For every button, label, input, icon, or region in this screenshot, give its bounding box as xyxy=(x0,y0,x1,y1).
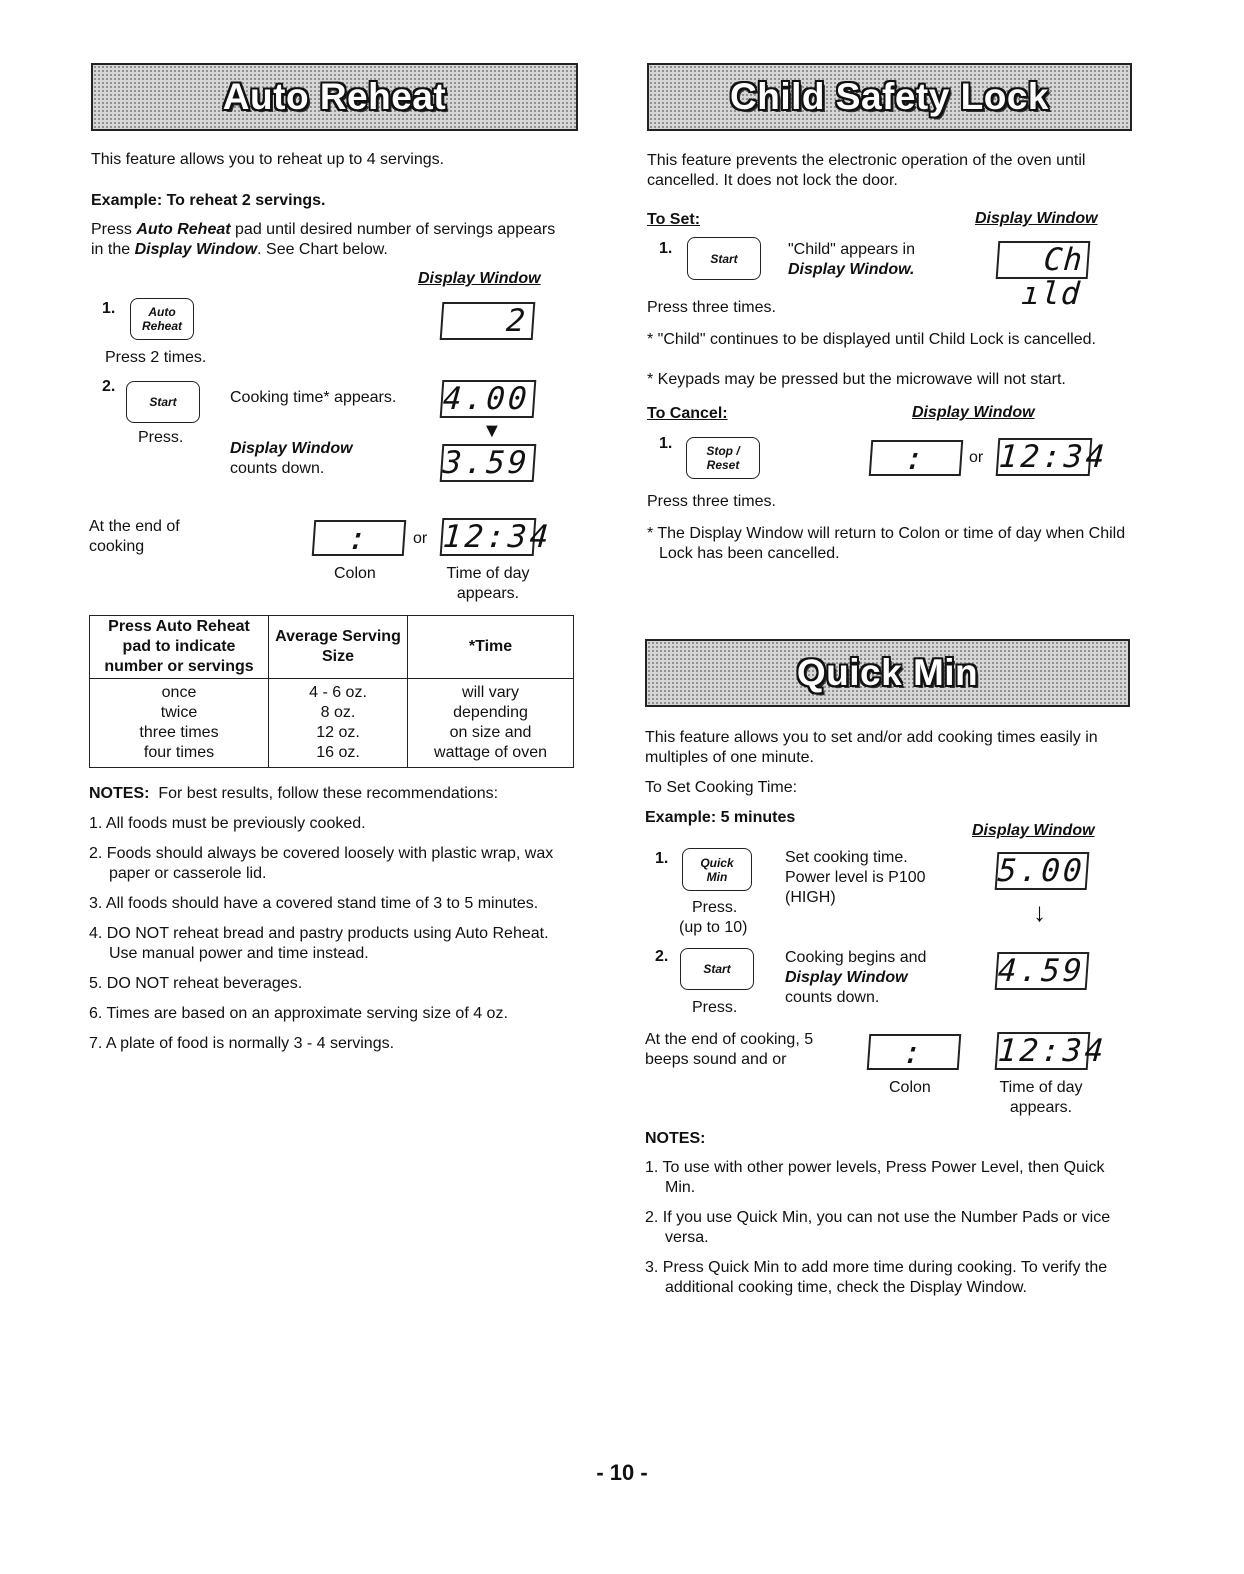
list-item: 6. Times are based on an approximate serving size of 4 oz. xyxy=(89,1005,508,1022)
child-lock-bullet2: * Keypads may be pressed but the microwave will not start. xyxy=(647,371,1066,388)
auto-reheat-notes-intro: NOTES: For best results, follow these recommendations: xyxy=(89,785,499,802)
quick-min-display-set: 5.00 xyxy=(995,852,1090,890)
quick-min-pad[interactable]: Quick Min xyxy=(682,848,752,891)
quick-min-step2-number: 2. xyxy=(655,948,669,965)
auto-reheat-intro: This feature allows you to reheat up to 4 servings. xyxy=(91,151,445,168)
child-lock-cancel-number: 1. xyxy=(659,435,673,452)
quick-min-example: Example: 5 minutes xyxy=(645,809,796,826)
quick-min-step1-number: 1. xyxy=(655,850,669,867)
table-cell: four times xyxy=(143,744,215,761)
auto-reheat-step2-text: Press. xyxy=(138,429,184,446)
chart-header-servings: Press Auto Reheat pad to indicate number or servings xyxy=(90,616,269,679)
quick-min-step1-upto: (up to 10) xyxy=(679,919,748,936)
quick-min-end-label: At the end of cooking, 5 beeps sound and or xyxy=(645,1031,814,1068)
page-number: - 10 - xyxy=(596,1460,648,1485)
list-item: 3. Press Quick Min to add more time during cooking. To verify the additional cooking time, check the Display Window. xyxy=(645,1259,1108,1296)
down-arrow-icon: ↓ xyxy=(1033,897,1046,927)
auto-reheat-countdown-dw: Display Window xyxy=(230,440,353,457)
chart-body-row xyxy=(90,679,574,768)
child-lock-set-desc2: Display Window. xyxy=(788,261,915,278)
child-lock-set-desc1: "Child" appears in xyxy=(788,241,915,258)
quick-min-notes-label: NOTES: xyxy=(645,1130,706,1147)
table-cell: once xyxy=(161,684,197,701)
table-cell: 4 - 6 oz. xyxy=(309,684,367,701)
auto-reheat-pad[interactable]: Auto Reheat xyxy=(130,298,194,340)
child-lock-display-window-label: Display Window xyxy=(975,210,1098,227)
auto-reheat-chart xyxy=(89,615,574,768)
auto-reheat-end-label: At the end of cooking xyxy=(89,518,180,555)
quick-min-intro: This feature allows you to set and/or add cooking times easily in multiples of one minute. xyxy=(645,729,1098,766)
auto-reheat-notes-list xyxy=(89,814,579,1064)
child-lock-display-child: Ch ıld xyxy=(996,241,1091,279)
list-item: 1. To use with other power levels, Press Power Level, then Quick Min. xyxy=(645,1159,1105,1196)
table-cell: will vary xyxy=(462,684,519,701)
quick-min-step1-press: Press. xyxy=(692,899,738,916)
table-cell: 12 oz. xyxy=(316,724,360,741)
auto-reheat-display-window-label: Display Window xyxy=(418,270,541,287)
auto-reheat-step2-number: 2. xyxy=(102,378,116,395)
stop-reset-pad[interactable]: Stop / Reset xyxy=(686,437,760,479)
child-lock-cancel-press: Press three times. xyxy=(647,493,776,510)
quick-min-step2-desc1: Cooking begins and xyxy=(785,949,927,966)
quick-min-step1-desc: Set cooking time. Power level is P100 (HIGH) xyxy=(785,849,926,906)
down-arrow-icon: ▼ xyxy=(482,420,502,442)
auto-reheat-banner xyxy=(91,63,578,131)
auto-reheat-step1-number: 1. xyxy=(102,300,116,317)
quick-min-display-window-label: Display Window xyxy=(972,822,1095,839)
child-lock-set-press: Press three times. xyxy=(647,299,776,316)
table-cell: 16 oz. xyxy=(316,744,360,761)
chart-header-time: *Time xyxy=(408,616,574,679)
start-pad[interactable]: Start xyxy=(680,948,754,990)
auto-reheat-display-cooktime: 4.00 xyxy=(440,380,537,418)
quick-min-colon-caption: Colon xyxy=(889,1079,931,1096)
start-pad[interactable]: Start xyxy=(687,237,761,280)
quick-min-colon-display: : xyxy=(867,1034,962,1070)
auto-reheat-time-display: 12:34 xyxy=(440,518,537,556)
child-lock-to-set: To Set: xyxy=(647,211,701,228)
quick-min-title: Quick Min xyxy=(796,652,979,693)
list-item: 7. A plate of food is normally 3 - 4 servings. xyxy=(89,1035,395,1052)
auto-reheat-instruction: Press Auto Reheat pad until desired number of servings appears in the Display Window. See Chart below. xyxy=(91,221,556,258)
quick-min-time-caption: Time of day appears. xyxy=(999,1079,1083,1116)
child-lock-cancel-display-window-label: Display Window xyxy=(912,404,1035,421)
quick-min-step2-desc2: counts down. xyxy=(785,989,880,1006)
auto-reheat-step2-desc: Cooking time* appears. xyxy=(230,389,397,406)
auto-reheat-time-caption: Time of day appears. xyxy=(446,565,530,602)
auto-reheat-example: Example: To reheat 2 servings. xyxy=(91,192,326,209)
table-cell: three times xyxy=(139,724,219,741)
auto-reheat-step1-text: Press 2 times. xyxy=(105,349,207,366)
table-cell: depending xyxy=(453,704,528,721)
child-lock-cancel-note: * The Display Window will return to Colon or time of day when Child Lock has been cancelled. xyxy=(647,525,1126,562)
child-lock-bullet1: * "Child" continues to be displayed until Child Lock is cancelled. xyxy=(647,331,1096,348)
child-lock-to-cancel: To Cancel: xyxy=(647,405,728,422)
auto-reheat-title: Auto Reheat xyxy=(222,76,447,117)
list-item: 1. All foods must be previously cooked. xyxy=(89,815,366,832)
auto-reheat-display-countdown: 3.59 xyxy=(440,444,537,482)
list-item: 5. DO NOT reheat beverages. xyxy=(89,975,303,992)
quick-min-to-set: To Set Cooking Time: xyxy=(645,779,798,796)
quick-min-time-display: 12:34 xyxy=(995,1032,1091,1070)
auto-reheat-colon-display: : xyxy=(312,520,407,556)
child-lock-intro: This feature prevents the electronic operation of the oven until cancelled. It does not lock the door. xyxy=(647,152,1086,189)
quick-min-notes-list xyxy=(645,1158,1125,1308)
list-item: 2. If you use Quick Min, you can not use the Number Pads or vice versa. xyxy=(645,1209,1111,1246)
quick-min-display-countdown: 4.59 xyxy=(995,952,1090,990)
list-item: 3. All foods should have a covered stand time of 3 to 5 minutes. xyxy=(89,895,539,912)
auto-reheat-display-servings: 2 xyxy=(440,302,536,340)
auto-reheat-countdown-text: counts down. xyxy=(230,460,325,477)
quick-min-step2-desc-dw: Display Window xyxy=(785,969,908,986)
table-cell: on size and xyxy=(449,724,532,741)
quick-min-step2-press: Press. xyxy=(692,999,738,1016)
table-cell: wattage of oven xyxy=(434,744,547,761)
child-lock-banner xyxy=(647,63,1132,131)
table-cell: twice xyxy=(160,704,198,721)
child-lock-time-display: 12:34 xyxy=(996,438,1093,476)
quick-min-banner xyxy=(645,639,1130,707)
table-cell: 8 oz. xyxy=(320,704,356,721)
child-lock-title: Child Safety Lock xyxy=(730,76,1049,117)
child-lock-set-number: 1. xyxy=(659,240,673,257)
list-item: 4. DO NOT reheat bread and pastry products using Auto Reheat. Use manual power and time instead. xyxy=(89,925,549,962)
chart-header-size: Average Serving Size xyxy=(269,616,408,679)
auto-reheat-colon-caption: Colon xyxy=(334,565,376,582)
auto-reheat-or: or xyxy=(413,530,428,547)
child-lock-colon-display: : xyxy=(869,440,964,476)
list-item: 2. Foods should always be covered loosely with plastic wrap, wax paper or casserole lid. xyxy=(89,845,554,882)
chart-header-row xyxy=(90,616,574,679)
start-pad[interactable]: Start xyxy=(126,381,200,423)
child-lock-or: or xyxy=(969,449,984,466)
